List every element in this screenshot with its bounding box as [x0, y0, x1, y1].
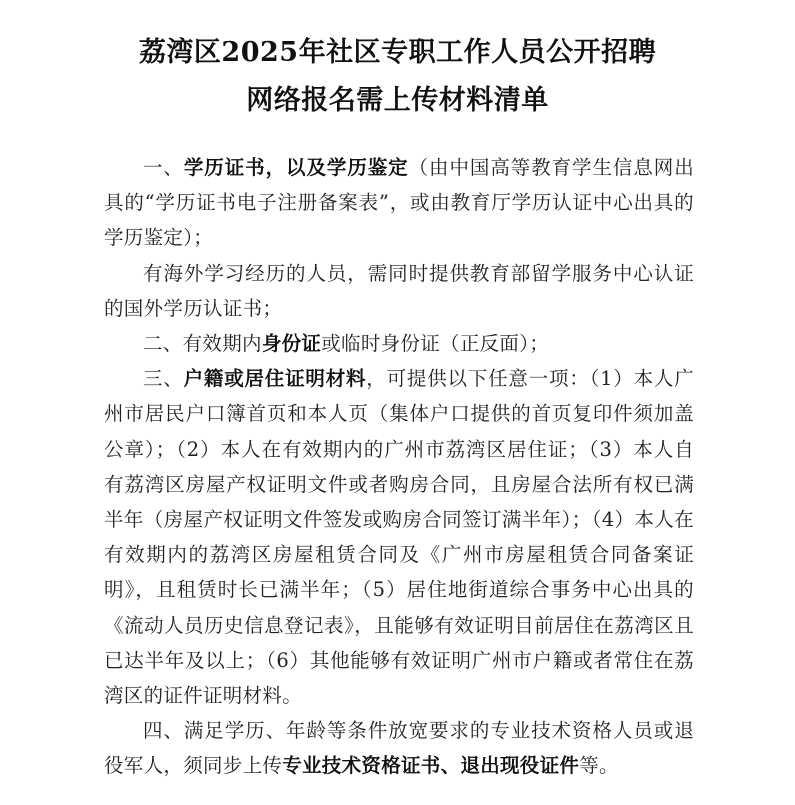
emphasis-text: 学历证书，以及学历鉴定	[183, 156, 409, 179]
paragraph-education	[104, 150, 694, 256]
paragraph-text: 一、	[143, 156, 184, 179]
paragraph-id-card	[104, 326, 694, 361]
document-title-line-1: 荔湾区2025年社区专职工作人员公开招聘	[138, 37, 657, 68]
paragraph-overseas	[104, 256, 694, 326]
document-body	[104, 150, 694, 784]
document-title-line-2: 网络报名需上传材料清单	[246, 85, 549, 116]
paragraph-text: 四、满足学历、年龄等条件放宽要求的专业技术资格人员或退役军人，须同步上传	[104, 719, 694, 778]
paragraph-text: （由中国高等教育学生信息网出具的“学历证书电子注册备案表”，或由教育厅学历认证中心出具的学历鉴定）；	[104, 156, 694, 250]
emphasis-text: 身份证	[261, 332, 322, 356]
paragraph-residence	[104, 361, 694, 713]
paragraph-professional	[104, 713, 694, 783]
paragraph-text: 等。	[579, 754, 619, 778]
paragraph-text: 或临时身份证（正反面）；	[321, 332, 550, 356]
paragraph-text: ，可提供以下任意一项：（1）本人广州市居民户口簿首页和本人页（集体户口提供的首页复印件须加盖公章）；（2）本人在有效期内的广州市荔湾区居住证；（3）本人自有荔湾区房屋产权证明文件或者购房合同，且房屋合法所有权已满半年（房屋产权证明文件签发或购房合同签订满半年）；（4）本人在有效期内的荔湾区房屋租赁合同及《广州市房屋租赁合同备案证明》，且租赁时长已满半年；（5）居住地街道综合事务中心出具的《流动人员历史信息登记表》，且能够有效证明目前居住在荔湾区且已达半年及以上；（6）其他能够有效证明广州市户籍或者常住在荔湾区的证件证明材料。	[104, 367, 695, 708]
paragraph-text: 二、有效期内	[143, 332, 262, 356]
emphasis-text: 户籍或居住证明材料	[183, 367, 367, 391]
emphasis-text: 专业技术资格证书、退出现役证件	[282, 754, 580, 778]
paragraph-text: 三、	[143, 367, 184, 391]
paragraph-text: 有海外学习经历的人员，需同时提供教育部留学服务中心认证的国外学历认证书；	[104, 261, 694, 320]
